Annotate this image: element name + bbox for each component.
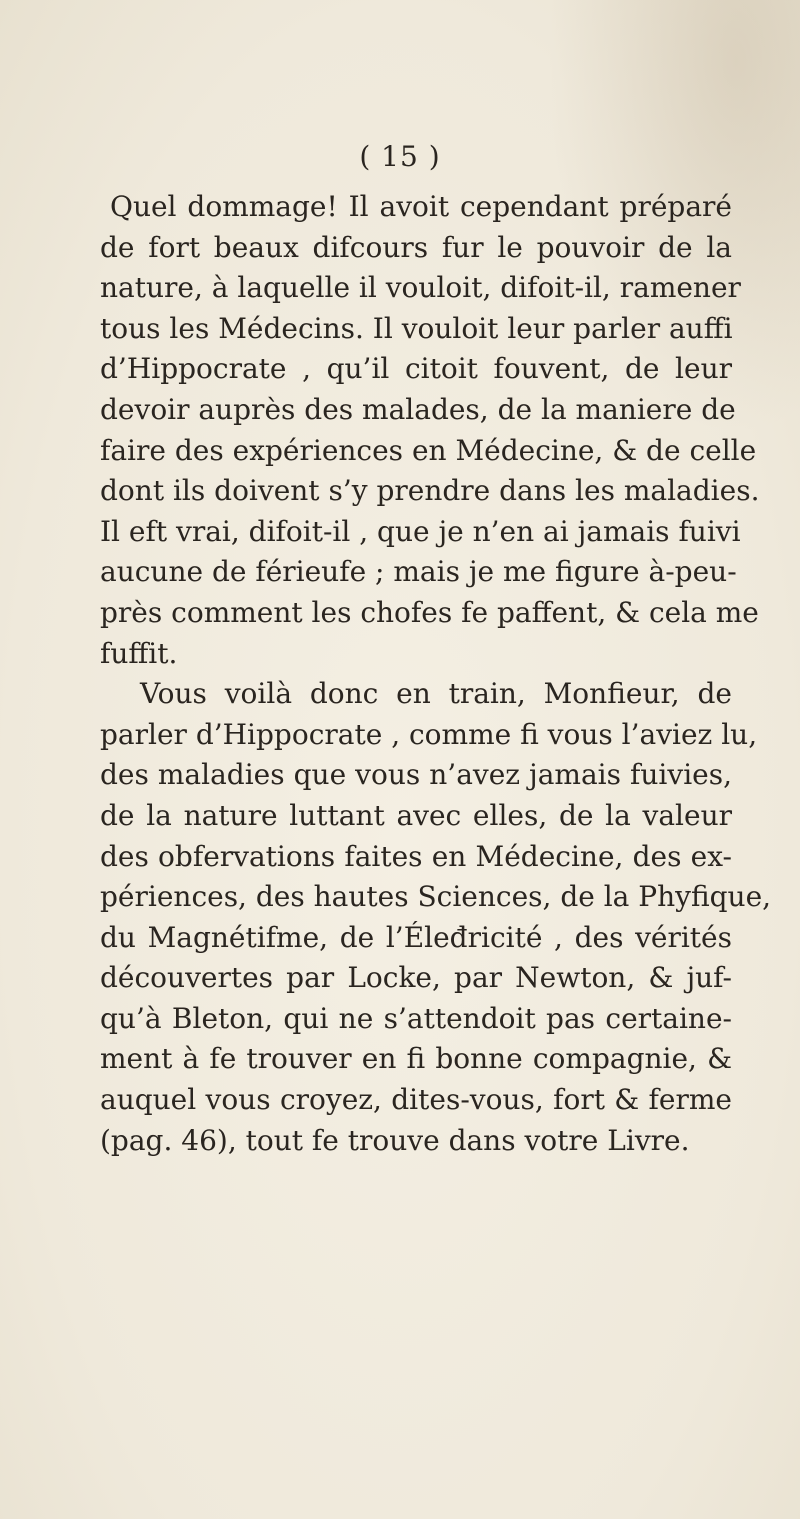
text-line: périences, des hautes Sciences, de la Phyfique,	[100, 880, 772, 914]
text-line: fuffit.	[100, 636, 178, 670]
text-line: auquel vous croyez, dites-vous, fort & ferme	[100, 1083, 732, 1117]
paragraph-2	[100, 674, 772, 1161]
text-line: Il eft vrai, difoit-il , que je n’en ai jamais fuivi	[100, 514, 741, 548]
text-line: qu’à Bleton, qui ne s’attendoit pas certaine-	[100, 1001, 732, 1035]
text-line: nature, à laquelle il vouloit, difoit-il, ramener	[100, 271, 741, 305]
text-line: aucune de férieufe ; mais je me figure à-peu-	[100, 555, 737, 589]
body-text	[100, 187, 772, 1161]
text-line: près comment les chofes fe paffent, & cela me	[100, 595, 759, 629]
text-line: faire des expériences en Médecine, & de celle	[100, 433, 757, 467]
text-line: d’Hippocrate , qu’il citoit fouvent, de leur	[100, 352, 732, 386]
text-line: (pag. 46), tout fe trouve dans votre Livre.	[100, 1123, 690, 1157]
text-line: ment à fe trouver en fi bonne compagnie, &	[100, 1042, 732, 1076]
text-line: des maladies que vous n’avez jamais fuivies,	[100, 758, 732, 792]
text-line: des obfervations faites en Médecine, des ex-	[100, 839, 732, 873]
text-line: dont ils doivent s’y prendre dans les maladies.	[100, 474, 760, 508]
text-line: de fort beaux difcours fur le pouvoir de la	[100, 230, 732, 264]
text-line: devoir auprès des malades, de la maniere de	[100, 392, 736, 426]
paragraph-1	[100, 187, 760, 674]
text-line: découvertes par Locke, par Newton, & juf-	[100, 961, 732, 995]
text-line: parler d’Hippocrate , comme fi vous l’aviez lu,	[100, 717, 758, 751]
page-number: ( 15 )	[359, 140, 441, 173]
text-line: du Magnétifme, de l’Éleđricité , des vérités	[100, 920, 732, 954]
text-line: Quel dommage! Il avoit cependant préparé	[110, 190, 732, 223]
text-line: tous les Médecins. Il vouloit leur parler auffi	[100, 311, 733, 345]
text-line: de la nature luttant avec elles, de la valeur	[100, 798, 732, 832]
text-line: Vous voilà donc en train, Monfieur, de	[140, 677, 732, 711]
